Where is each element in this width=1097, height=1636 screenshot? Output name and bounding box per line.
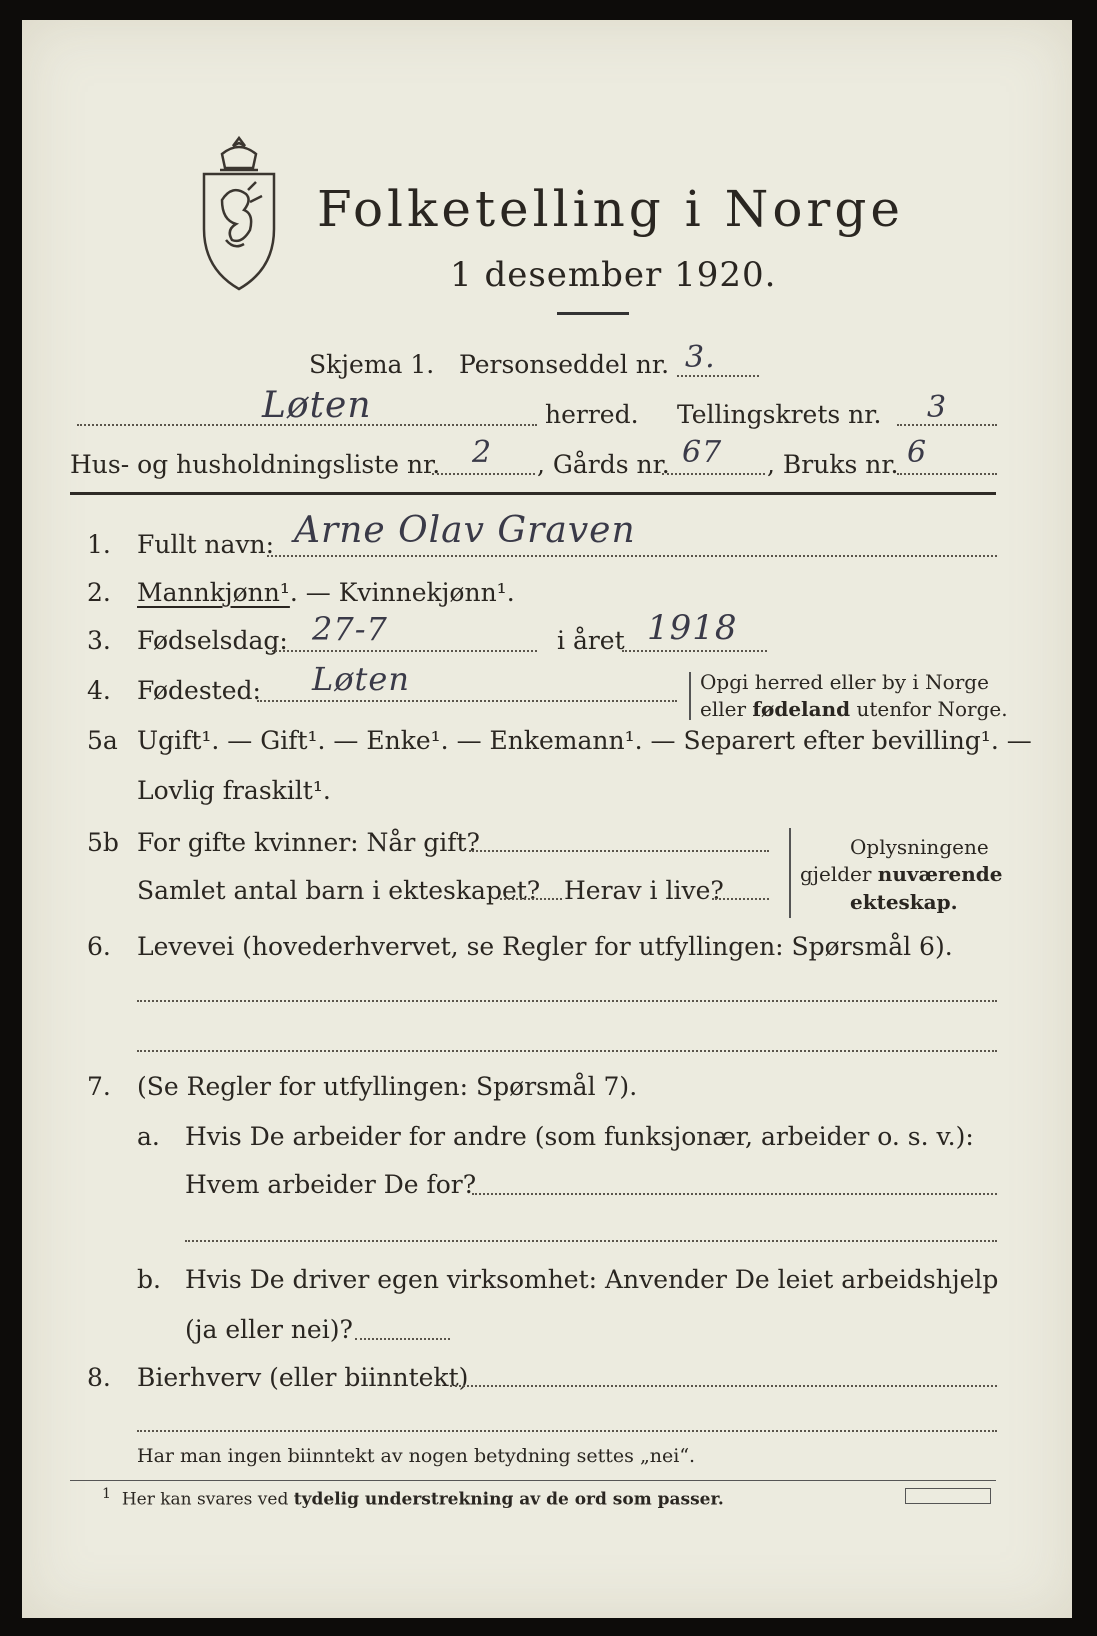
personseddel-value[interactable]: 3. bbox=[685, 340, 716, 375]
q5a-number: 5a bbox=[87, 726, 118, 755]
q5b-note-1: Oplysningene bbox=[850, 835, 989, 859]
q7a-letter: a. bbox=[137, 1122, 160, 1151]
q3-year-line bbox=[622, 650, 767, 652]
q2-male[interactable]: Mannkjønn¹. — Kvinnekjønn¹. bbox=[137, 578, 515, 607]
personseddel-line bbox=[677, 375, 759, 377]
q4-number: 4. bbox=[87, 676, 111, 705]
q7b-label: Hvis De driver egen virksomhet: Anvender De leiet arbeidshjelp bbox=[185, 1265, 999, 1294]
footnote: $^1$ Her kan svares ved tydelig understrekning av de ord som passer. bbox=[102, 1486, 724, 1510]
q6-line-1 bbox=[137, 1000, 997, 1002]
husholdningsliste-line bbox=[432, 473, 535, 475]
q4-note-2: eller fødeland utenfor Norge. bbox=[700, 697, 1008, 721]
printer-stamp bbox=[905, 1488, 991, 1504]
husholdningsliste-label: Hus- og husholdningsliste nr. bbox=[70, 450, 441, 479]
q8-number: 8. bbox=[87, 1363, 111, 1392]
q5b-note-2: gjelder nuværende bbox=[800, 862, 1003, 886]
gards-line bbox=[662, 473, 765, 475]
q3-year-label: i året bbox=[557, 626, 625, 655]
q6-line-2 bbox=[137, 1050, 997, 1052]
q3-number: 3. bbox=[87, 626, 111, 655]
q4-note-1: Opgi herred eller by i Norge bbox=[700, 670, 989, 694]
q5b-number: 5b bbox=[87, 828, 119, 857]
form-date: 1 desember 1920. bbox=[450, 255, 777, 295]
tellingskrets-label: Tellingskrets nr. bbox=[677, 400, 882, 429]
q7a-line-2 bbox=[185, 1240, 997, 1242]
personseddel-label: Personseddel nr. bbox=[459, 350, 670, 379]
skjema-label: Skjema 1. bbox=[309, 350, 435, 379]
q1-line bbox=[267, 555, 997, 557]
q5b-brace bbox=[789, 828, 791, 918]
census-form bbox=[22, 20, 1072, 1618]
q7b-line bbox=[355, 1338, 450, 1340]
q5a-options-cont[interactable]: Lovlig fraskilt¹. bbox=[137, 776, 331, 805]
footer-rule bbox=[70, 1480, 996, 1481]
gards-label: , Gårds nr. bbox=[537, 450, 670, 479]
bruks-value[interactable]: 6 bbox=[907, 435, 928, 470]
q7b-letter: b. bbox=[137, 1265, 161, 1294]
q7a-line-1 bbox=[472, 1193, 997, 1195]
q1-number: 1. bbox=[87, 530, 111, 559]
q6-label: Levevei (hovederhvervet, se Regler for utfyllingen: Spørsmål 6). bbox=[137, 932, 953, 961]
q5b-alive-label: Herav i live? bbox=[564, 876, 724, 905]
form-title: Folketelling i Norge bbox=[317, 180, 904, 238]
herred-label: herred. bbox=[545, 400, 639, 429]
income-note: Har man ingen biinntekt av nogen betydning settes „nei“. bbox=[137, 1445, 696, 1467]
q3-birthday-line bbox=[272, 650, 537, 652]
q5a-options[interactable]: Ugift¹. — Gift¹. — Enke¹. — Enkemann¹. — Separert efter bevilling¹. — bbox=[137, 726, 1032, 755]
q2-number: 2. bbox=[87, 578, 111, 607]
q7a-question: Hvem arbeider De for? bbox=[185, 1170, 477, 1199]
q8-line bbox=[450, 1385, 997, 1387]
bruks-line bbox=[897, 473, 997, 475]
q5b-children-line bbox=[500, 898, 562, 900]
q2-female-label: Kvinnekjønn¹. bbox=[338, 578, 515, 607]
q6-number: 6. bbox=[87, 932, 111, 961]
q5b-alive-line bbox=[712, 898, 769, 900]
header-rule bbox=[70, 492, 996, 495]
q1-label: Fullt navn: bbox=[137, 530, 275, 559]
q7-label: (Se Regler for utfyllingen: Spørsmål 7). bbox=[137, 1072, 638, 1101]
q5b-married-line bbox=[469, 850, 769, 852]
herred-value[interactable]: Løten bbox=[262, 385, 372, 426]
q8-label: Bierhverv (eller biinntekt) bbox=[137, 1363, 469, 1392]
q1-value[interactable]: Arne Olav Graven bbox=[294, 510, 636, 551]
q4-line bbox=[257, 700, 677, 702]
husholdningsliste-value[interactable]: 2 bbox=[472, 435, 493, 470]
tellingskrets-value[interactable]: 3 bbox=[927, 390, 948, 425]
q3-year-value[interactable]: 1918 bbox=[647, 608, 738, 648]
coat-of-arms-icon bbox=[192, 130, 287, 295]
q4-brace bbox=[689, 672, 691, 720]
q7-number: 7. bbox=[87, 1072, 111, 1101]
q5b-note-3: ekteskap. bbox=[850, 890, 958, 914]
q5b-label: For gifte kvinner: Når gift? bbox=[137, 828, 480, 857]
title-divider bbox=[557, 312, 629, 315]
bruks-label: , Bruks nr. bbox=[767, 450, 899, 479]
q7a-label: Hvis De arbeider for andre (som funksjonær, arbeider o. s. v.): bbox=[185, 1122, 974, 1151]
q4-value[interactable]: Løten bbox=[312, 660, 410, 698]
q2-male-label: Mannkjønn¹ bbox=[137, 578, 290, 607]
q8-line-2 bbox=[137, 1430, 997, 1432]
q7b-question: (ja eller nei)? bbox=[185, 1315, 353, 1344]
q4-label: Fødested: bbox=[137, 676, 261, 705]
q5b-children-label: Samlet antal barn i ekteskapet? bbox=[137, 876, 541, 905]
q3-label: Fødselsdag: bbox=[137, 626, 288, 655]
gards-value[interactable]: 67 bbox=[682, 435, 723, 470]
q3-birthday-value[interactable]: 27-7 bbox=[312, 610, 388, 648]
